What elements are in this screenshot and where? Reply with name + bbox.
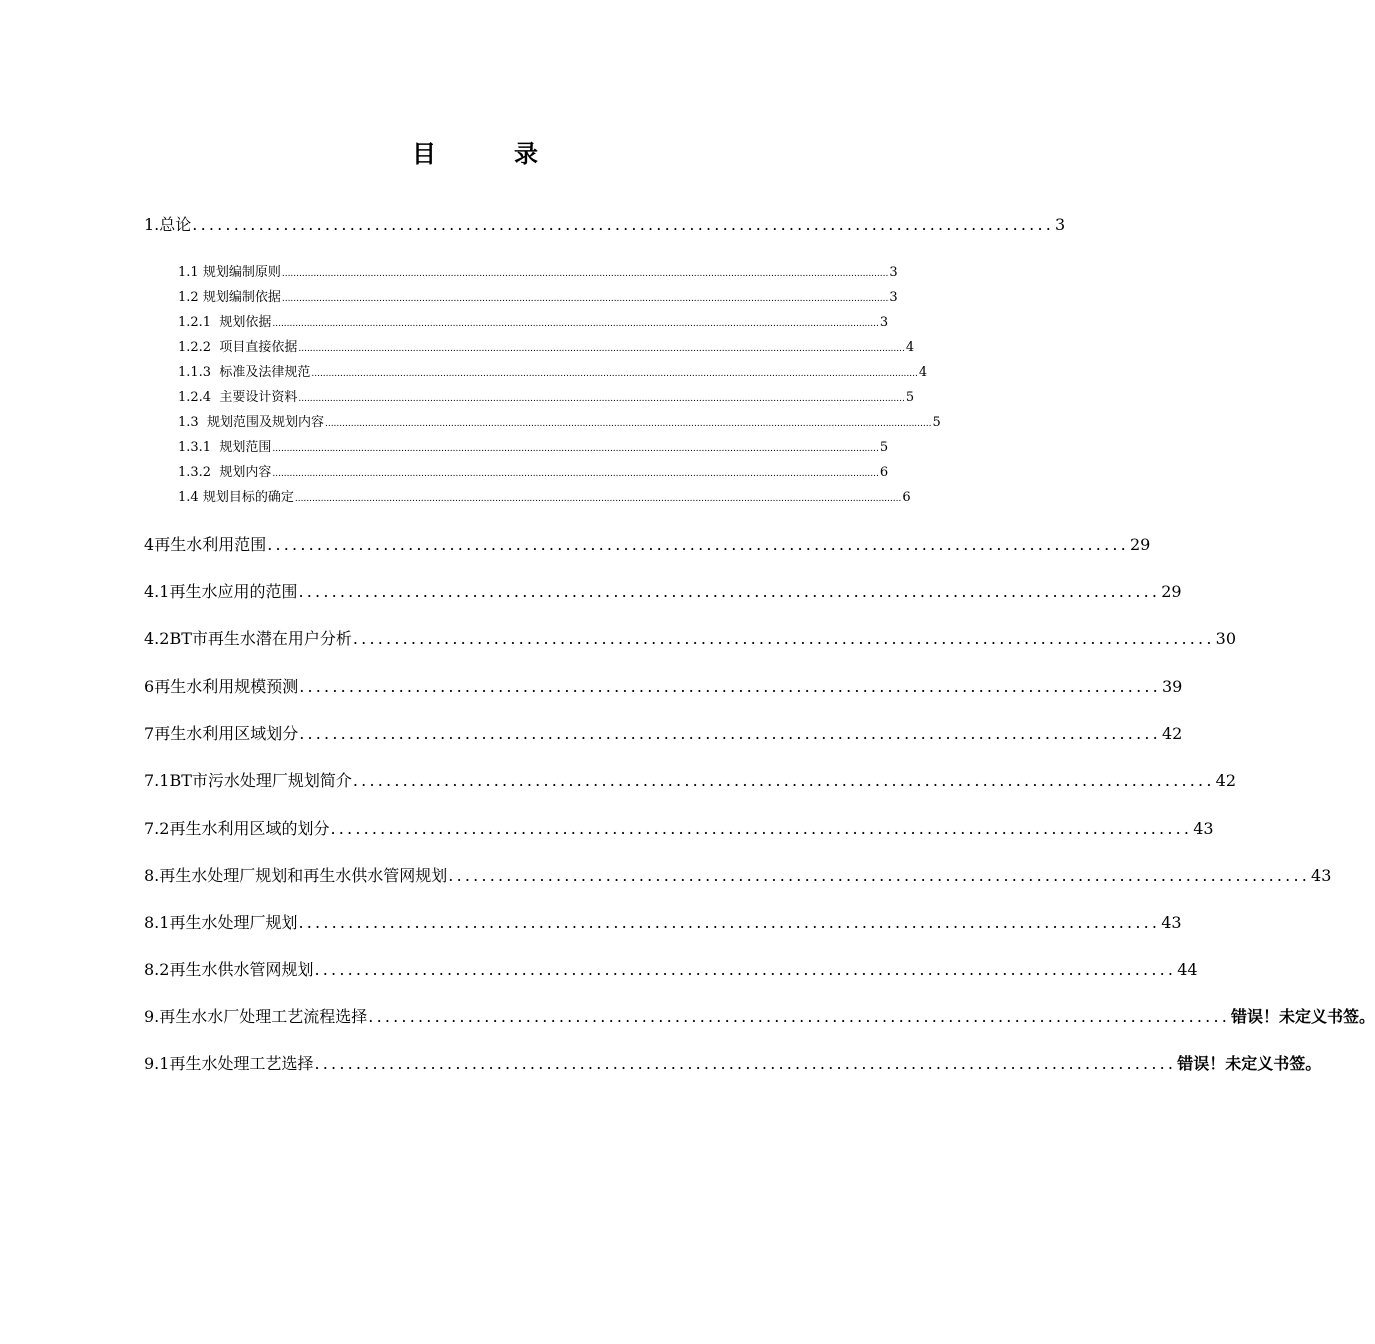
page-title [0, 134, 950, 169]
toc-leader-dots: .................................................................................................................................................................................................................... [294, 494, 902, 504]
toc-entry-page: 3 [889, 290, 898, 305]
toc-leader-dots: .................................................................................................................................................................................................................... [298, 344, 905, 354]
toc-entry-page: 29 [1161, 582, 1182, 601]
toc-subentry[interactable] [178, 311, 889, 331]
toc-entry-number: 1.3.1 [178, 440, 212, 455]
toc-leader-dots: ........................................................................................................ [299, 724, 1161, 743]
toc-entry-number: 7.2 [144, 819, 170, 838]
toc-entry-page: 43 [1311, 866, 1332, 885]
toc-entry-1[interactable] [144, 212, 1066, 236]
toc-entry[interactable] [144, 816, 1214, 840]
toc-leader-dots: ........................................................................................................ [352, 629, 1215, 648]
toc-entry[interactable] [144, 579, 1182, 603]
toc-entry-page: 3 [1055, 215, 1066, 234]
toc-entry-page: 42 [1215, 771, 1236, 790]
toc-entry[interactable] [144, 768, 1236, 792]
toc-entry-number: 9. [144, 1007, 160, 1026]
toc-entry-text: 再生水水厂处理工艺流程选择 [159, 1007, 368, 1026]
toc-leader-dots: ........................................................................................................ [314, 960, 1177, 979]
toc-entry-text: 规划内容 [219, 465, 272, 480]
toc-entry-number: 9.1 [144, 1054, 170, 1073]
toc-entry-text: 规划依据 [219, 315, 272, 330]
toc-leader-dots: .................................................................................................................................................................................................................... [281, 294, 889, 304]
toc-entry-text: 规划范围及规划内容 [206, 415, 324, 430]
toc-subentry[interactable] [178, 486, 911, 506]
toc-entry-page: 43 [1193, 819, 1214, 838]
toc-entry-text: 总论 [159, 215, 192, 234]
toc-entry-number: 7.1BT [144, 771, 192, 790]
toc-subentry[interactable] [178, 436, 889, 456]
toc-entry-number: 1.1 [178, 265, 199, 280]
toc-entry-number: 1.2.4 [178, 390, 212, 405]
toc-entry-number: 1.1.3 [178, 365, 212, 380]
toc-entry-text: 再生水利用区域划分 [154, 724, 299, 743]
toc-entry-number: 8. [144, 866, 160, 885]
toc-entry-number: 1. [144, 215, 160, 234]
toc-entry-page: 3 [879, 315, 889, 330]
toc-entry-number: 8.2 [144, 960, 170, 979]
toc-entry-page: 44 [1177, 960, 1198, 979]
toc-entry-number: 4.1 [144, 582, 170, 601]
toc-entry[interactable] [144, 626, 1236, 650]
toc-entry[interactable] [144, 1051, 1322, 1075]
toc-entry-page: 6 [902, 490, 911, 505]
toc-entry[interactable] [144, 910, 1182, 934]
toc-subentry[interactable] [178, 461, 889, 481]
toc-entry-page: 30 [1215, 629, 1236, 648]
toc-leader-dots: ........................................................................................................ [448, 866, 1311, 885]
toc-entry-text: 市再生水潜在用户分析 [191, 629, 352, 648]
toc-entry-number: 4 [144, 535, 155, 554]
toc-entry-text: 规划目标的确定 [202, 490, 294, 505]
toc-leader-dots: ........................................................................................................ [298, 582, 1161, 601]
toc-entry-number: 6 [144, 677, 155, 696]
toc-entry-text: 再生水处理工艺选择 [169, 1054, 314, 1073]
toc-entry-text: 再生水利用范围 [154, 535, 267, 554]
toc-entry-page: 39 [1161, 677, 1183, 696]
toc-entry-text: 再生水处理厂规划 [169, 913, 298, 932]
toc-entry-number: 1.2.2 [178, 340, 212, 355]
toc-entry-number: 1.3 [178, 415, 199, 430]
toc-entry[interactable] [144, 957, 1198, 981]
toc-entry-text: 再生水处理厂规划和再生水供水管网规划 [159, 866, 448, 885]
toc-entry[interactable] [144, 863, 1332, 887]
toc-leader-dots: ........................................................................................................ [192, 215, 1055, 234]
toc-entry-error: 错误！未定义书签。 [1231, 1007, 1375, 1026]
toc-entry-page: 5 [932, 415, 941, 430]
toc-entry-error: 错误！未定义书签。 [1177, 1054, 1322, 1073]
title-char-1: 目 [412, 140, 436, 168]
toc-entry-text: 再生水供水管网规划 [169, 960, 314, 979]
toc-entry[interactable] [144, 1004, 1375, 1028]
toc-leader-dots: ........................................................................................................ [352, 771, 1215, 790]
toc-subentry[interactable] [178, 386, 915, 406]
toc-entry[interactable] [144, 721, 1183, 745]
toc-leader-dots: .................................................................................................................................................................................................................... [311, 369, 918, 379]
toc-leader-dots: .................................................................................................................................................................................................................... [272, 444, 879, 454]
toc-subentry[interactable] [178, 361, 928, 381]
toc-entry-number: 1.3.2 [178, 465, 212, 480]
toc-entry-number: 8.1 [144, 913, 170, 932]
toc-entry[interactable] [144, 532, 1151, 556]
toc-entry-page: 4 [905, 340, 915, 355]
toc-entry-page: 3 [889, 265, 898, 280]
toc-entry-text: 项目直接依据 [219, 340, 298, 355]
toc-entry-text: 主要设计资料 [219, 390, 298, 405]
toc-entry-text: 再生水利用区域的划分 [169, 819, 330, 838]
toc-entry-text: 再生水利用规模预测 [154, 677, 299, 696]
toc-entry-page: 29 [1129, 535, 1151, 554]
toc-entry[interactable] [144, 674, 1183, 698]
toc-leader-dots: .................................................................................................................................................................................................................... [324, 419, 932, 429]
toc-entry-page: 5 [905, 390, 915, 405]
toc-entry-number: 1.2.1 [178, 315, 212, 330]
toc-entry-text: 标准及法律规范 [219, 365, 311, 380]
toc-entry-page: 43 [1161, 913, 1182, 932]
toc-subentry[interactable] [178, 336, 915, 356]
toc-entry-text: 市污水处理厂规划简介 [191, 771, 352, 790]
toc-entry-page: 6 [879, 465, 889, 480]
toc-subentry[interactable] [178, 286, 898, 306]
toc-entry-number: 7 [144, 724, 155, 743]
toc-entry-page: 5 [879, 440, 889, 455]
title-char-2: 录 [514, 140, 538, 168]
toc-leader-dots: ........................................................................................................ [298, 913, 1161, 932]
toc-leader-dots: ........................................................................................................ [267, 535, 1129, 554]
toc-leader-dots: .................................................................................................................................................................................................................... [298, 394, 905, 404]
toc-entry-page: 4 [918, 365, 928, 380]
toc-entry-number: 1.4 [178, 490, 199, 505]
toc-entry-page: 42 [1161, 724, 1183, 743]
toc-subentry[interactable] [178, 411, 941, 431]
toc-entry-number: 1.2 [178, 290, 199, 305]
toc-entry-text: 规划编制原则 [202, 265, 281, 280]
toc-entry-text: 规划编制依据 [202, 290, 281, 305]
toc-entry-text: 规划范围 [219, 440, 272, 455]
toc-leader-dots: ........................................................................................................ [330, 819, 1193, 838]
toc-entry-number: 4.2BT [144, 629, 192, 648]
toc-entry-text: 再生水应用的范围 [169, 582, 298, 601]
toc-leader-dots: .................................................................................................................................................................................................................... [272, 469, 879, 479]
toc-subentry[interactable] [178, 261, 898, 281]
toc-leader-dots: ........................................................................................................ [314, 1054, 1177, 1073]
toc-leader-dots: .................................................................................................................................................................................................................... [281, 269, 889, 279]
toc-leader-dots: ........................................................................................................ [368, 1007, 1231, 1026]
toc-leader-dots: ........................................................................................................ [299, 677, 1161, 696]
toc-leader-dots: .................................................................................................................................................................................................................... [272, 319, 879, 329]
